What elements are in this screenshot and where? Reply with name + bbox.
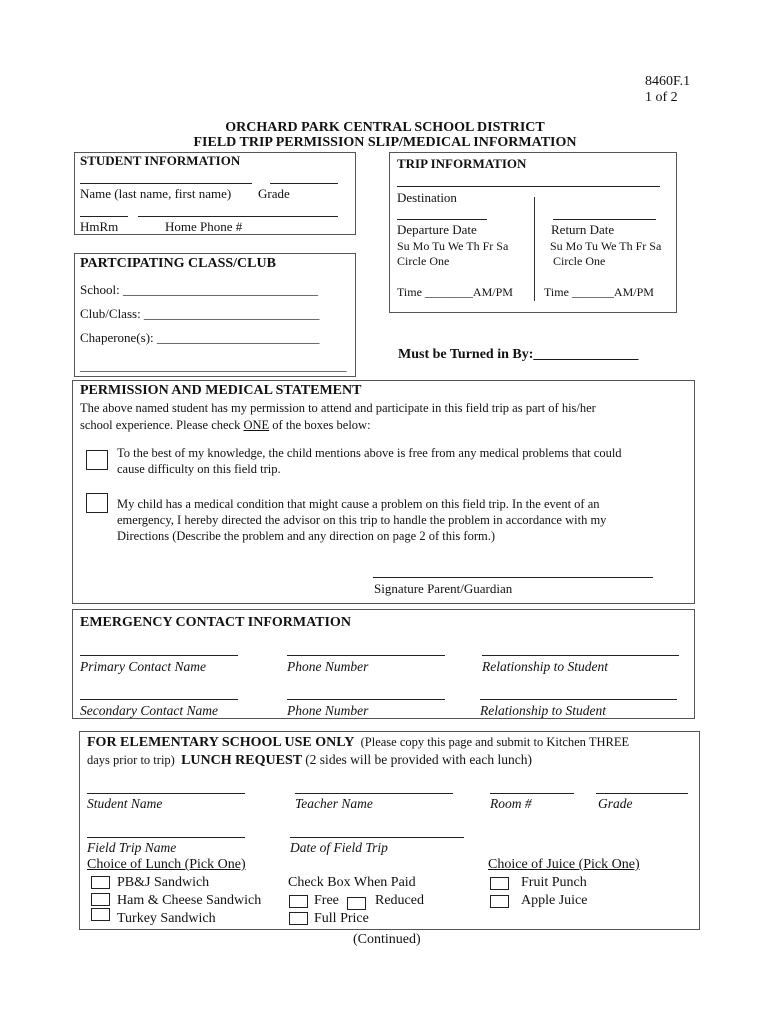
el-grade-label: Grade	[598, 796, 633, 811]
grade-line[interactable]	[270, 183, 338, 184]
turkey-checkbox[interactable]	[91, 908, 110, 921]
fruit-punch-label: Fruit Punch	[521, 875, 587, 890]
pbj-checkbox[interactable]	[91, 876, 110, 889]
trip-info-heading: TRIP INFORMATION	[397, 156, 527, 171]
primary-relationship-label: Relationship to Student	[482, 659, 608, 674]
option2-line2: emergency, I hereby directed the advisor on this trip to handle the problem in accordance with my	[117, 513, 607, 527]
deadline-label	[398, 347, 638, 363]
secondary-name-line[interactable]	[80, 699, 238, 700]
juice-choice-heading: Choice of Juice (Pick One)	[488, 857, 640, 872]
option1-line2: cause difficulty on this field trip.	[117, 462, 281, 476]
apple-juice-label: Apple Juice	[521, 893, 588, 908]
elementary-line-1	[87, 735, 629, 751]
el-student-name-line[interactable]	[87, 793, 245, 794]
primary-name-line[interactable]	[80, 655, 238, 656]
school-field[interactable]: School: ______________________________	[80, 282, 318, 297]
el-teacher-name-line[interactable]	[295, 793, 453, 794]
return-circle-one: Circle One	[553, 254, 606, 268]
intro-one-emphasis: ONE	[243, 418, 270, 432]
reduced-checkbox[interactable]	[347, 897, 366, 910]
medical-condition-checkbox[interactable]	[86, 493, 108, 513]
primary-relationship-line[interactable]	[482, 655, 679, 656]
turkey-label: Turkey Sandwich	[117, 911, 216, 926]
elementary-line-2	[87, 752, 532, 769]
permission-intro-1: The above named student has my permission to attend and participate in this field trip as part of his/her	[80, 401, 596, 415]
reduced-label: Reduced	[375, 893, 424, 908]
lunch-request-heading: LUNCH REQUEST	[181, 753, 303, 768]
elementary-instr-2b: (2 sides will be provided with each lunch)	[305, 752, 533, 767]
secondary-relationship-label: Relationship to Student	[480, 703, 606, 718]
secondary-phone-line[interactable]	[287, 699, 445, 700]
free-checkbox[interactable]	[289, 895, 308, 908]
chaperone-field[interactable]: Chaperone(s): _________________________	[80, 330, 320, 345]
signature-line[interactable]	[373, 577, 653, 578]
deadline-blank[interactable]: _______________	[533, 347, 639, 362]
free-label: Free	[314, 893, 339, 908]
intro-2a: school experience. Please check	[80, 418, 244, 432]
emergency-heading: EMERGENCY CONTACT INFORMATION	[80, 615, 351, 630]
el-date-label: Date of Field Trip	[290, 840, 388, 855]
form-number: 8460F.1	[645, 74, 691, 89]
page-indicator: 1 of 2	[645, 90, 678, 105]
el-teacher-name-label: Teacher Name	[295, 796, 373, 811]
el-student-name-label: Student Name	[87, 796, 163, 811]
home-phone-label: Home Phone #	[165, 219, 243, 234]
hmrm-line[interactable]	[80, 216, 128, 217]
primary-phone-label: Phone Number	[287, 659, 369, 674]
option1-line1: To the best of my knowledge, the child mentions above is free from any medical problems that could	[117, 446, 622, 460]
departure-date-label: Departure Date	[397, 222, 477, 237]
el-field-trip-name-label: Field Trip Name	[87, 840, 177, 855]
trip-divider	[534, 197, 535, 301]
return-date-line[interactable]	[553, 219, 656, 220]
signature-label: Signature Parent/Guardian	[374, 581, 513, 596]
fruit-punch-checkbox[interactable]	[490, 877, 509, 890]
option2-line1: My child has a medical condition that might cause a problem on this field trip. In the event of an	[117, 497, 600, 511]
departure-time[interactable]: Time ________AM/PM	[397, 285, 513, 299]
grade-label: Grade	[258, 186, 290, 201]
paid-heading: Check Box When Paid	[288, 875, 416, 890]
departure-days[interactable]: Su Mo Tu We Th Fr Sa	[397, 239, 509, 253]
intro-2c: of the boxes below:	[269, 418, 371, 432]
elementary-heading: FOR ELEMENTARY SCHOOL USE ONLY	[87, 735, 355, 750]
ham-cheese-checkbox[interactable]	[91, 893, 110, 906]
elementary-instr-2a: days prior to trip)	[87, 753, 175, 767]
destination-label: Destination	[397, 190, 457, 205]
form-title: FIELD TRIP PERMISSION SLIP/MEDICAL INFORMATION	[193, 135, 577, 150]
pbj-label: PB&J Sandwich	[117, 875, 210, 890]
club-class-field[interactable]: Club/Class: ___________________________	[80, 306, 320, 321]
destination-line[interactable]	[397, 186, 660, 187]
chaperone-extra-line[interactable]: _________________________________________	[80, 358, 347, 373]
departure-date-line[interactable]	[397, 219, 487, 220]
no-medical-problem-checkbox[interactable]	[86, 450, 108, 470]
departure-circle-one: Circle One	[397, 254, 450, 268]
permission-heading: PERMISSION AND MEDICAL STATEMENT	[80, 383, 362, 398]
deadline-text: Must be Turned in By:	[398, 347, 534, 362]
secondary-phone-label: Phone Number	[287, 703, 369, 718]
home-phone-line[interactable]	[138, 216, 338, 217]
full-price-checkbox[interactable]	[289, 912, 308, 925]
continued-label: (Continued)	[353, 932, 421, 947]
name-label: Name (last name, first name)	[80, 186, 232, 201]
apple-juice-checkbox[interactable]	[490, 895, 509, 908]
el-date-line[interactable]	[290, 837, 464, 838]
district-title: ORCHARD PARK CENTRAL SCHOOL DISTRICT	[225, 120, 545, 135]
hmrm-label: HmRm	[80, 219, 119, 234]
primary-name-label: Primary Contact Name	[80, 659, 206, 674]
club-heading: PARTCIPATING CLASS/CLUB	[80, 256, 276, 271]
el-room-line[interactable]	[490, 793, 574, 794]
student-name-line[interactable]	[80, 183, 252, 184]
lunch-choice-heading: Choice of Lunch (Pick One)	[87, 857, 246, 872]
secondary-name-label: Secondary Contact Name	[80, 703, 218, 718]
elementary-instr-1: (Please copy this page and submit to Kitchen THREE	[360, 735, 630, 749]
ham-cheese-label: Ham & Cheese Sandwich	[117, 893, 262, 908]
return-date-label: Return Date	[551, 222, 615, 237]
el-field-trip-name-line[interactable]	[87, 837, 245, 838]
secondary-relationship-line[interactable]	[480, 699, 677, 700]
option2-line3: Directions (Describe the problem and any direction on page 2 of this form.)	[117, 529, 496, 543]
student-info-heading: STUDENT INFORMATION	[80, 153, 241, 168]
full-price-label: Full Price	[314, 911, 369, 926]
el-room-label: Room #	[490, 796, 532, 811]
return-time[interactable]: Time _______AM/PM	[544, 285, 654, 299]
el-grade-line[interactable]	[596, 793, 688, 794]
primary-phone-line[interactable]	[287, 655, 445, 656]
return-days[interactable]: Su Mo Tu We Th Fr Sa	[550, 239, 662, 253]
permission-intro-2	[80, 418, 371, 433]
